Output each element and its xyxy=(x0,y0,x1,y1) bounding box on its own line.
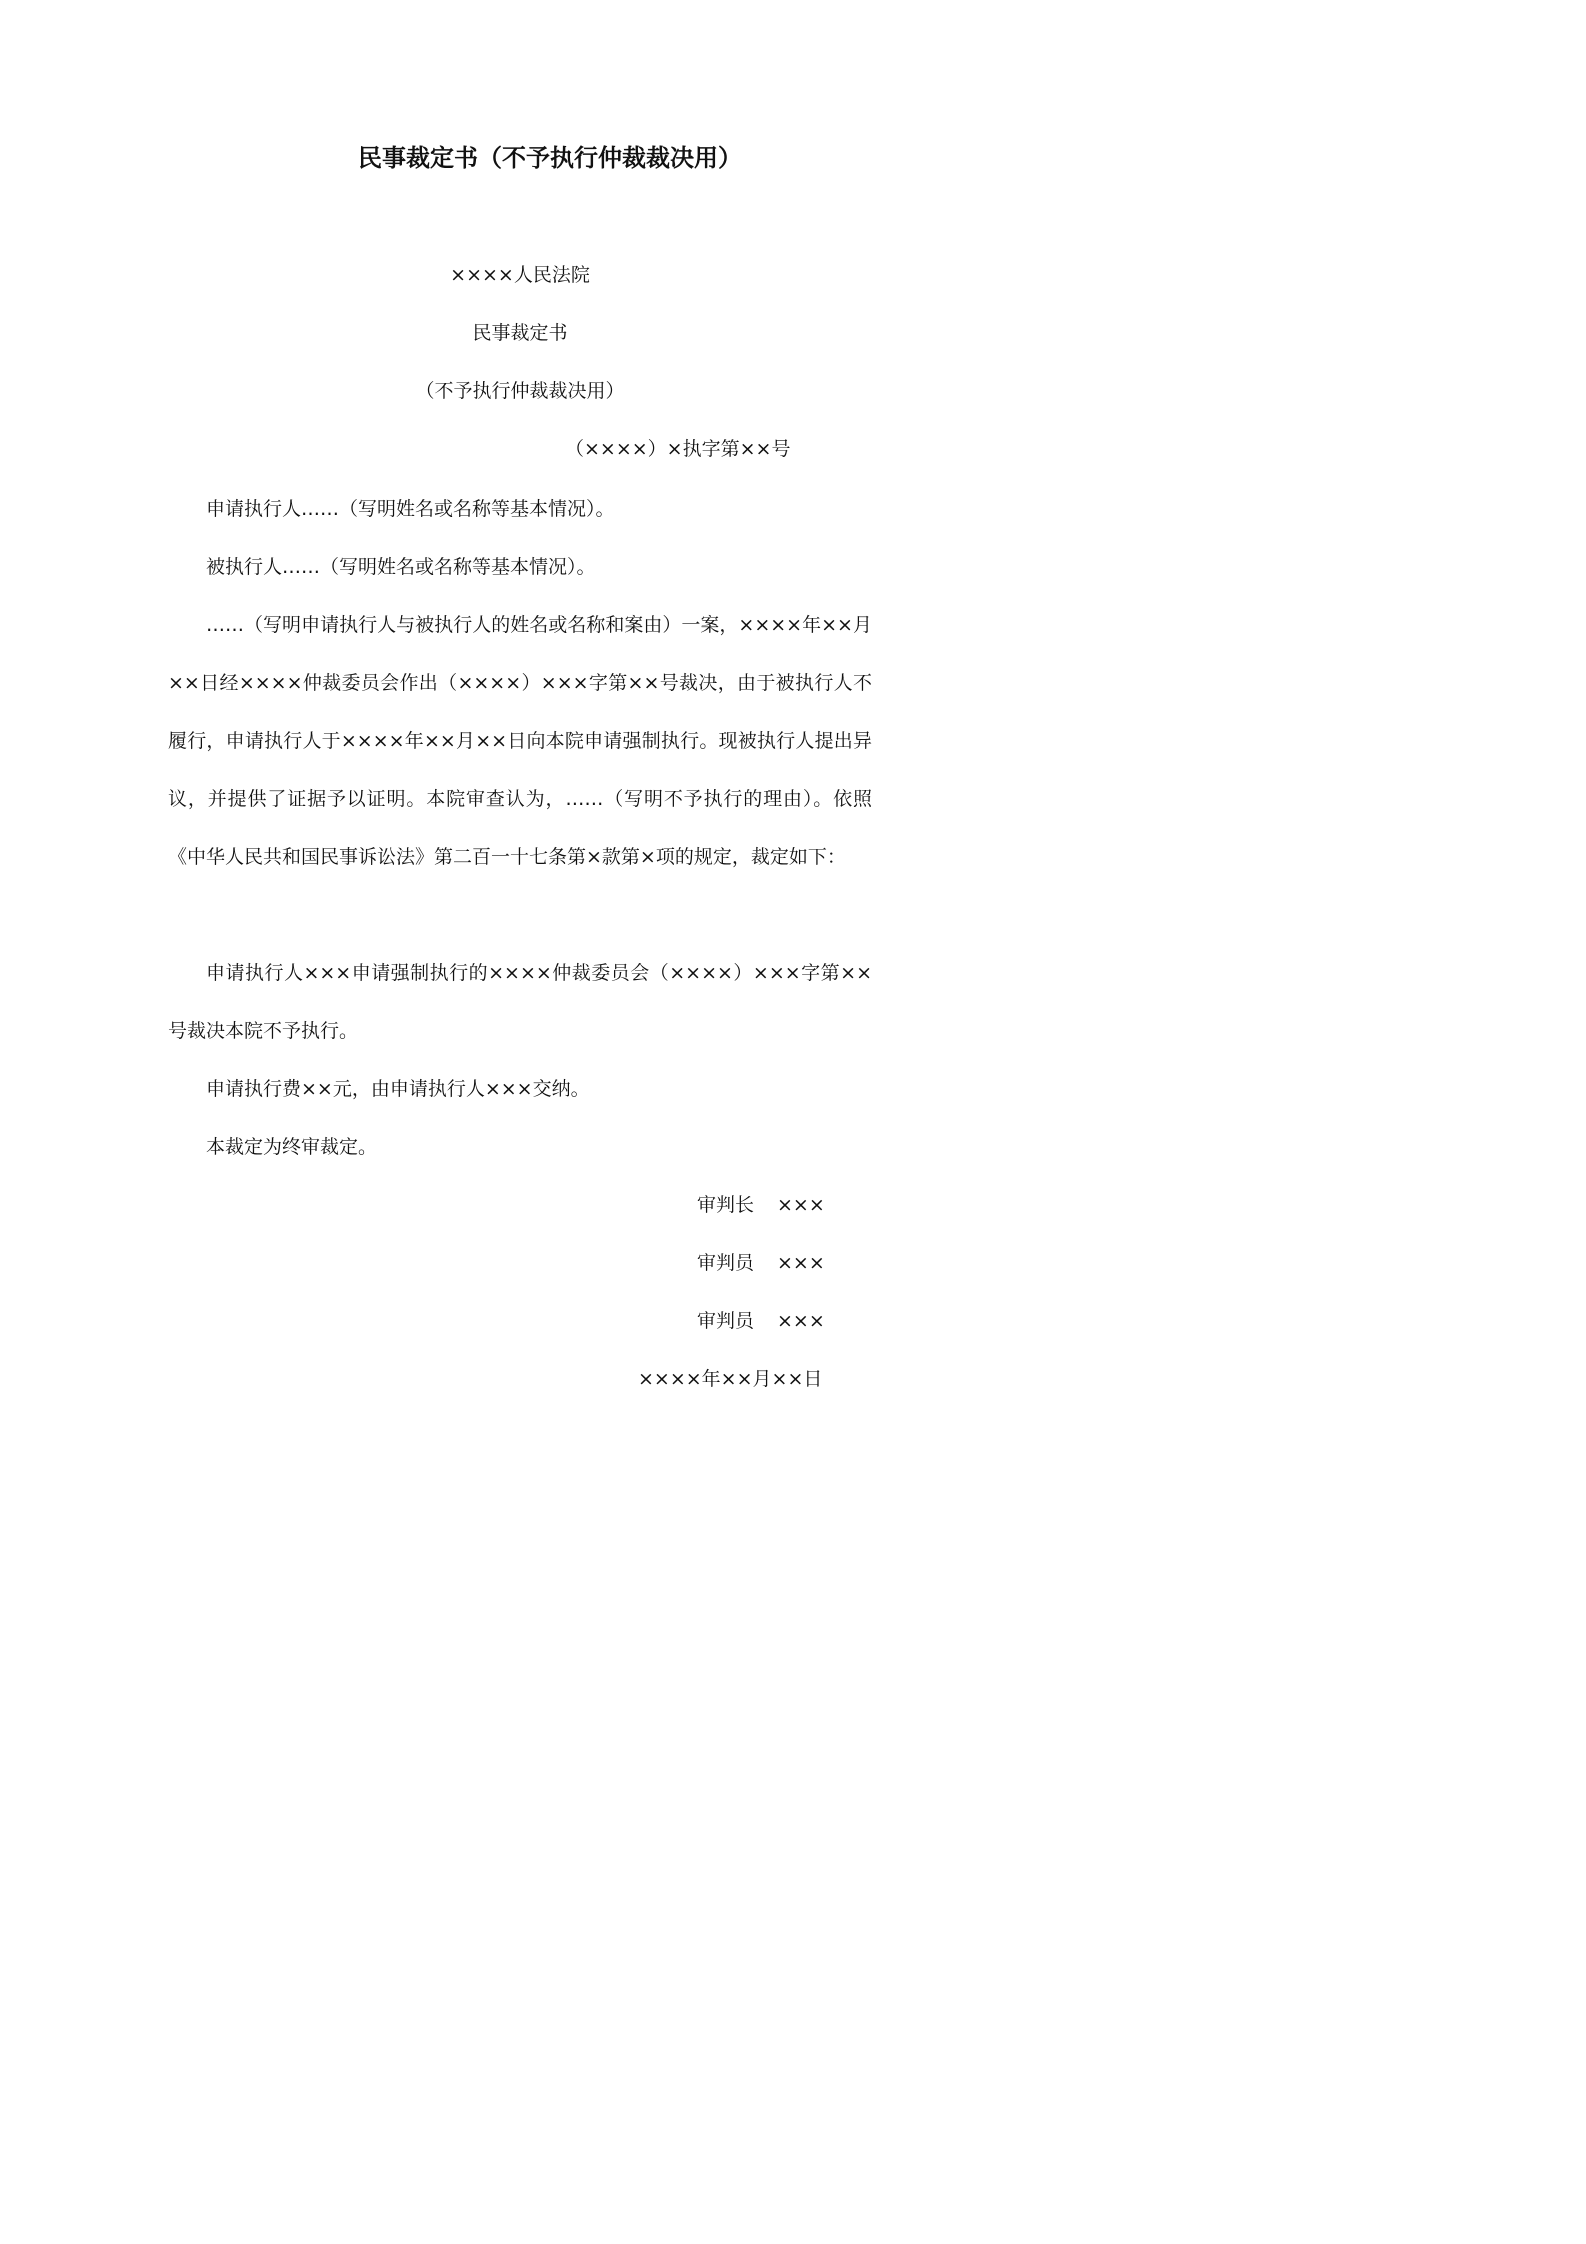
signature-presiding-judge xyxy=(697,1190,825,1220)
case-number: （××××）×执字第××号 xyxy=(565,438,791,460)
signature-judge-2 xyxy=(697,1306,825,1336)
signature-role: 审判员 xyxy=(697,1252,755,1274)
ruling-paragraph: 申请执行人×××申请强制执行的××××仲裁委员会（××××）×××字第××号裁决本院不予执行。 xyxy=(168,962,872,1042)
document-type: 民事裁定书 xyxy=(472,322,568,344)
signature-role: 审判员 xyxy=(697,1310,755,1332)
document-subtype: （不予执行仲裁裁决用） xyxy=(415,380,625,402)
signature-role: 审判长 xyxy=(697,1194,755,1216)
document-title: 民事裁定书（不予执行仲裁裁决用） xyxy=(358,144,742,172)
finality-paragraph: 本裁定为终审裁定。 xyxy=(206,1136,378,1158)
facts-paragraph: ……（写明申请执行人与被执行人的姓名或名称和案由）一案，××××年××月××日经××××仲裁委员会作出（××××）×××字第××号裁决，由于被执行人不履行，申请执行人于××××年××月××日向本院申请强制执行。现被执行人提出异议，并提供了证据予以证明。本院审查认为，……（写明不予执行的理由）。依照《中华人民共和国民事诉讼法》第二百一十七条第×款第×项的规定，裁定如下： xyxy=(168,614,872,868)
fee-paragraph: 申请执行费××元，由申请执行人×××交纳。 xyxy=(206,1078,590,1100)
signature-name: ××× xyxy=(777,1194,825,1216)
document-date: ××××年××月××日 xyxy=(638,1368,823,1390)
signature-name: ××× xyxy=(777,1252,825,1274)
signature-name: ××× xyxy=(777,1310,825,1332)
court-name: ××××人民法院 xyxy=(450,264,590,286)
respondent-paragraph: 被执行人……（写明姓名或名称等基本情况）。 xyxy=(206,556,596,578)
signature-judge-1 xyxy=(697,1248,825,1278)
applicant-paragraph: 申请执行人……（写明姓名或名称等基本情况）。 xyxy=(206,498,615,520)
